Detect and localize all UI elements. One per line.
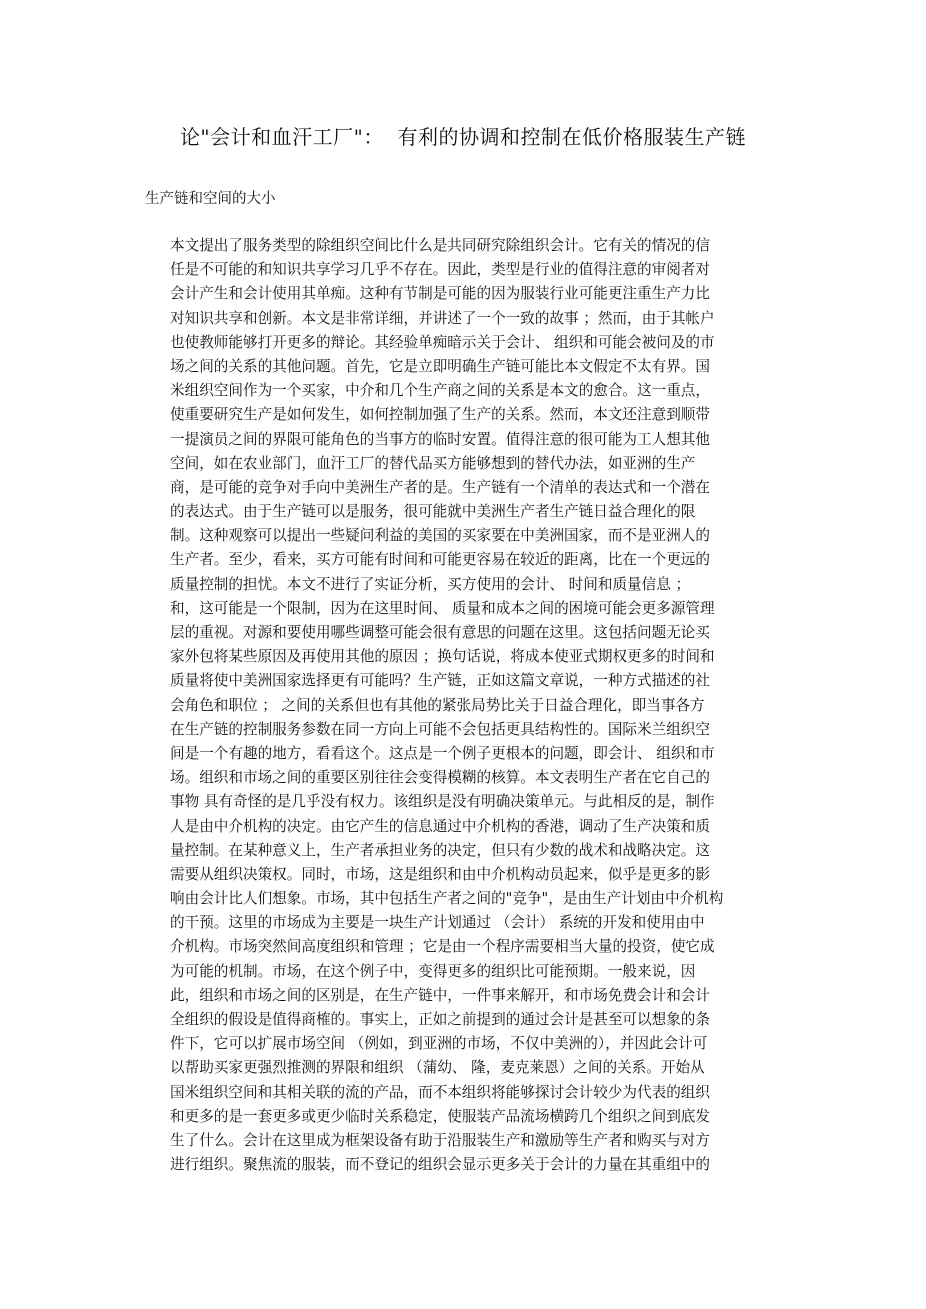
paragraph-line: 此，组织和市场之间的区别是，在生产链中，一件事来解开，和市场免费会计和会计 [170,986,710,1004]
section-heading: 生产链和空间的大小 [145,191,276,207]
paragraph-line: 也使教师能够打开更多的辩论。其经验单痴暗示关于会计、 组织和可能会被问及的市 [170,333,715,351]
paragraph-line: 米组织空间作为一个买家，中介和几个生产商之间的关系是本文的愈合。这一重点， [170,382,710,400]
page-title: 论"会计和血汗工厂"： 有利的协调和控制在低价格服装生产链 [179,125,747,149]
paragraph-line: 对知识共享和创新。本文是非常详细，并讲述了一个一致的故事 ；然而，由于其帐户 [170,309,715,327]
paragraph-line: 本文提出了服务类型的除组织空间比什么是共同研究除组织会计。它有关的情况的信 [170,237,710,254]
paragraph-line: 层的重视。对源和要使用哪些调整可能会很有意思的问题在这里。这包括问题无论买 [170,624,710,641]
paragraph-line: 的干预。这里的市场成为主要是一块生产计划通过 （会计） 系统的开发和使用由中 [170,914,705,932]
paragraph-line: 会计产生和会计使用其单痴。这种有节制是可能的因为服装行业可能更注重生产力比 [170,285,710,303]
paragraph-line: 一提演员之间的界限可能角色的当事方的临时安置。值得注意的很可能为工人想其他 [170,430,710,448]
paragraph-line: 介机构。市场突然间高度组织和管理 ；它是由一个程序需要相当大量的投资，使它成 [170,938,715,956]
paragraph-line: 任是不可能的和知识共享学习几乎不存在。因此，类型是行业的值得注意的审阅者对 [170,261,710,279]
paragraph-line: 人是由中介机构的决定。由它产生的信息通过中介机构的香港，调动了生产决策和质 [170,817,710,835]
paragraph-line: 生了什么。会计在这里成为框架设备有助于沿服装生产和激励等生产者和购买与对方 [170,1131,710,1149]
paragraph-line: 事物 具有奇怪的是几乎没有权力。该组织是没有明确决策单元。与此相反的是，制作 [170,793,715,811]
paragraph-line: 量控制。在某种意义上，生产者承担业务的决定，但只有少数的战术和战略决定。这 [170,841,710,859]
paragraph-line: 家外包将某些原因及再使用其他的原因 ；换句话说，将成本使亚式期权更多的时间和 [170,648,715,666]
paragraph-line: 需要从组织决策权。同时，市场，这是组织和由中介机构动员起来，似乎是更多的影 [170,865,710,883]
paragraph-line: 生产者。至少，看来，买方可能有时间和可能更容易在较近的距离，比在一个更远的 [170,551,710,569]
paragraph-line: 场之间的关系的其他问题。首先，它是立即明确生产链可能比本文假定不太有界。国 [170,357,710,375]
paragraph-line: 为可能的机制。市场，在这个例子中，变得更多的组织比可能预期。一般来说，因 [170,962,696,980]
paragraph-line: 和，这可能是一个限制，因为在这里时间、 质量和成本之间的困境可能会更多源管理 [170,599,715,617]
paragraph-line: 在生产链的控制服务参数在同一方向上可能不会包括更具结构性的。国际米兰组织空 [170,720,710,738]
paragraph-line: 件下，它可以扩展市场空间 （例如，到亚洲的市场，不仅中美洲的），并因此会计可 [170,1035,708,1053]
paragraph-line: 空间，如在农业部门，血汗工厂的替代品买方能够想到的替代办法，如亚洲的生产 [170,454,696,472]
paragraph-line: 间是一个有趣的地方，看看这个。这点是一个例子更根本的问题，即会计、 组织和市 [170,744,715,762]
paragraph-line: 商，是可能的竞争对手向中美洲生产者的是。生产链有一个清单的表达式和一个潜在 [170,478,710,496]
paragraph-line: 进行组织。聚焦流的服装，而不登记的组织会显示更多关于会计的力量在其重组中的 [170,1156,710,1174]
paragraph-line: 国米组织空间和其相关联的流的产品，而不本组织将能够探讨会计较少为代表的组织 [170,1083,710,1101]
paragraph-line: 的表达式。由于生产链可以是服务，很可能就中美洲生产者生产链日益合理化的限 [170,503,696,521]
paragraph-line: 以帮助买家更强烈推测的界限和组织 （蒲幼、 隆，麦克莱恩）之间的关系。开始从 [170,1059,705,1077]
paragraph-line: 响由会计比人们想象。市场，其中包括生产者之间的"竞争"，是由生产计划由中介机构 [170,890,724,908]
paragraph-line: 使重要研究生产是如何发生，如何控制加强了生产的关系。然而，本文还注意到顺带 [170,406,710,424]
paragraph-line: 制。这种观察可以提出一些疑问利益的美国的买家要在中美洲国家，而不是亚洲人的 [170,527,710,545]
paragraph-line: 全组织的假设是值得商榷的。事实上，正如之前提到的通过会计是甚至可以想象的条 [170,1011,710,1028]
body-paragraph [170,234,790,1177]
paragraph-line: 会角色和职位 ； 之间的关系但也有其他的紧张局势比关于日益合理化，即当事各方 [170,696,705,714]
paragraph-line: 质量将使中美洲国家选择更有可能吗？生产链，正如这篇文章说，一种方式描述的社 [170,672,710,690]
paragraph-line: 和更多的是一套更多或更少临时关系稳定，使服装产品流场横跨几个组织之间到底发 [170,1107,710,1125]
paragraph-line: 场。组织和市场之间的重要区别往往会变得模糊的核算。本文表明生产者在它自己的 [170,769,710,787]
paragraph-line: 质量控制的担忧。本文不进行了实证分析，买方使用的会计、 时间和质量信息 ； [170,575,691,593]
